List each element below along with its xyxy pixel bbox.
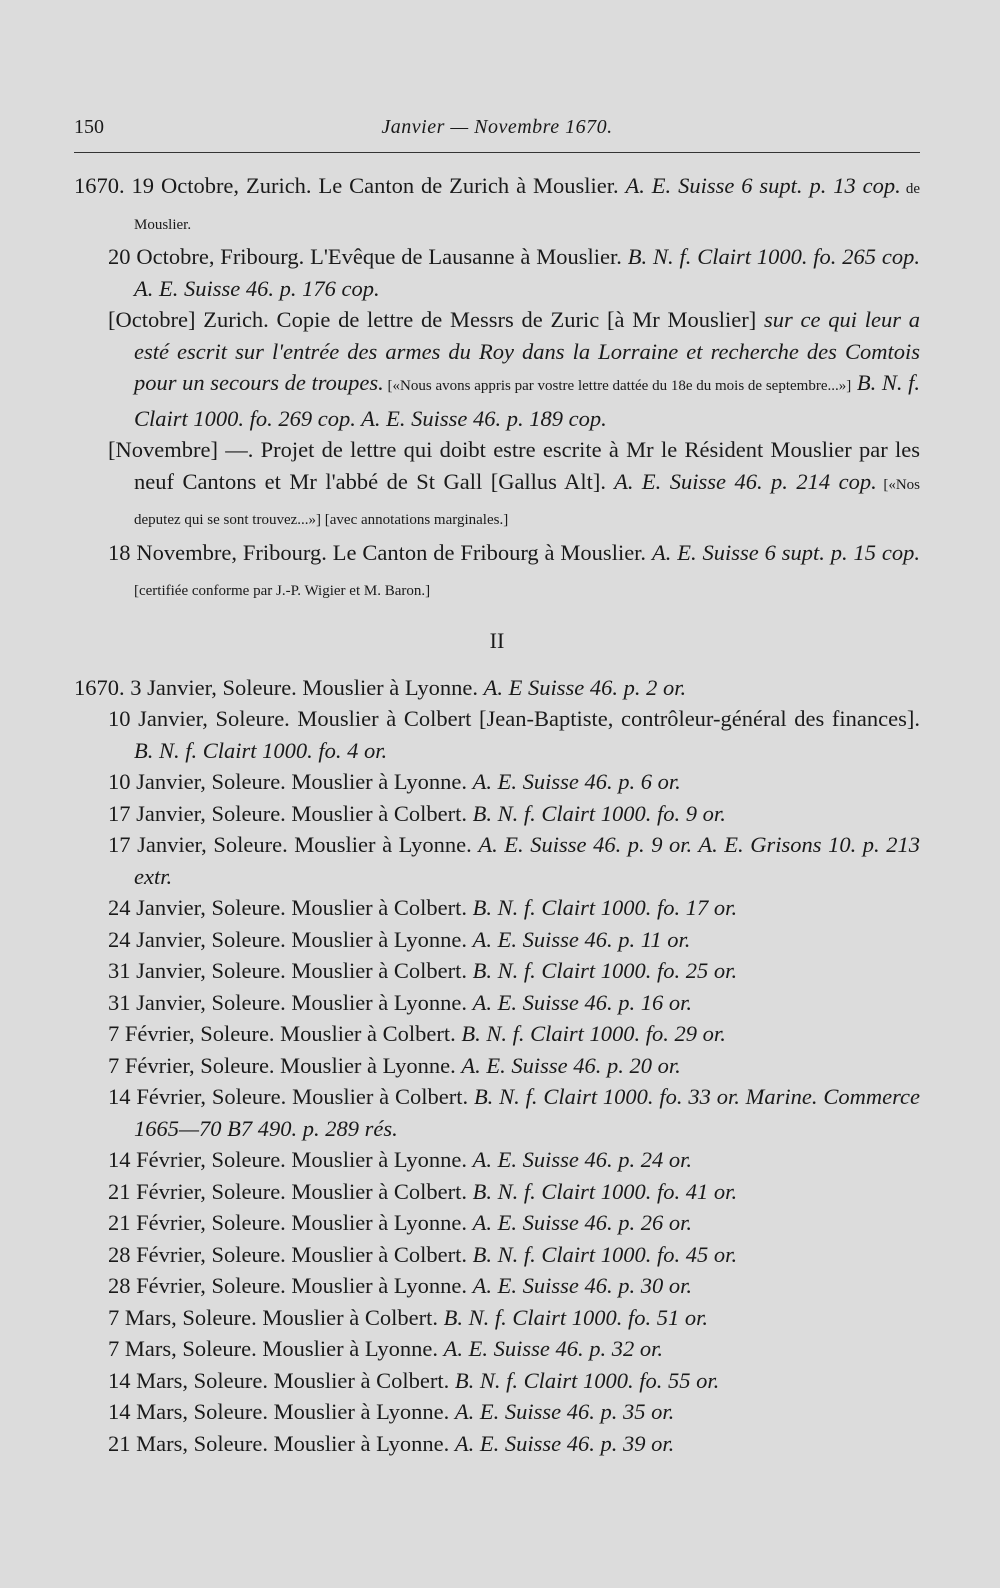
entry-citation: B. N. f. Clairt 1000. fo. 9 or. [472, 800, 726, 826]
entry-text: 17 Janvier, Soleure. Mouslier à Lyonne. [108, 832, 479, 857]
document-entry [74, 924, 920, 956]
entry-citation: A. E. Suisse 46. p. 32 or. [443, 1336, 663, 1361]
entry-citation: B. N. f. Clairt 1000. fo. 25 or. [472, 958, 738, 983]
entry-citation: A. E. Suisse 46. p. 39 or. [454, 1430, 675, 1456]
entry-text: 7 Février, Soleure. Mouslier à Colbert. [108, 1021, 462, 1046]
entry-citation: B. N. f. Clairt 1000. fo. 4 or. [134, 737, 388, 763]
entry-text: 20 Octobre, Fribourg. L'Evêque de Lausanne à Mouslier. [108, 244, 628, 269]
entry-text: 21 Février, Soleure. Mouslier à Lyonne. [108, 1210, 473, 1235]
entry-text: 28 Février, Soleure. Mouslier à Colbert. [108, 1241, 473, 1267]
document-entry [74, 1176, 920, 1208]
document-entry [74, 1050, 920, 1082]
document-entry [74, 1428, 920, 1460]
entry-citation: A. E. Suisse 46. p. 20 or. [461, 1052, 681, 1078]
entry-text: 31 Janvier, Soleure. Mouslier à Colbert. [108, 958, 473, 983]
entry-note: [«Nous avons appris par vostre lettre dattée du 18e du mois de septembre...»] [383, 378, 852, 394]
document-entry [74, 766, 920, 798]
entry-text: 24 Janvier, Soleure. Mouslier à Colbert. [108, 895, 473, 920]
entry-text: 7 Février, Soleure. Mouslier à Lyonne. [108, 1052, 462, 1078]
entry-text: 24 Janvier, Soleure. Mouslier à Lyonne. [108, 926, 473, 952]
document-entry [74, 955, 920, 987]
entry-text: 10 Janvier, Soleure. Mouslier à Lyonne. [108, 769, 473, 794]
document-entry [74, 987, 920, 1019]
entry-citation: B. N. f. Clairt 1000. fo. 55 or. [454, 1367, 720, 1393]
entry-text: 18 Novembre, Fribourg. Le Canton de Fribourg à Mouslier. [108, 539, 652, 565]
entry-citation: B. N. f. Clairt 1000. fo. 33 or. Marine. Commerce 1665—70 B7 490. p. 289 rés. [134, 1084, 921, 1141]
document-entry [74, 1396, 920, 1428]
entry-citation: A. E. Suisse 46. p. 9 or. A. E. Grisons 10. p. 213 extr. [134, 832, 920, 889]
entry-note: de Mouslier. [134, 181, 920, 233]
document-entry [74, 829, 920, 892]
entries-section-1 [74, 170, 920, 608]
document-entry [74, 170, 920, 241]
document-entry [74, 1302, 920, 1334]
entry-citation: A. E. Suisse 46. p. 214 cop. [606, 468, 877, 494]
document-entry [74, 1018, 920, 1050]
entry-citation: A. E. Suisse 46. p. 26 or. [472, 1210, 693, 1235]
entry-citation: A. E. Suisse 46. p. 16 or. [472, 989, 693, 1015]
entry-citation: A. E. Suisse 46. p. 24 or. [472, 1147, 693, 1172]
entry-citation: B. N. f. Clairt 1000. fo. 51 or. [443, 1304, 708, 1330]
entry-text: 1670. 19 Octobre, Zurich. Le Canton de Zurich à Mouslier. [74, 173, 626, 198]
document-entry [74, 1365, 920, 1397]
section-heading: II [489, 627, 505, 653]
document-entry [74, 1081, 920, 1144]
entry-citation: B. N. f. Clairt 1000. fo. 45 or. [472, 1241, 738, 1267]
entry-text: 14 Mars, Soleure. Mouslier à Colbert. [108, 1367, 455, 1393]
entry-note: [certifiée conforme par J.-P. Wigier et M. Baron.] [134, 583, 431, 599]
entry-citation: A. E. Suisse 46. p. 6 or. [472, 769, 681, 794]
document-body [74, 170, 920, 1459]
entry-text: [Octobre] Zurich. Copie de lettre de Messrs de Zuric [à Mr Mouslier] [108, 307, 764, 332]
document-entry [74, 1207, 920, 1239]
entry-text: 14 Février, Soleure. Mouslier à Colbert. [108, 1084, 474, 1109]
document-entry [74, 892, 920, 924]
page-number: 150 [74, 116, 104, 138]
entry-citation: A. E. Suisse 6 supt. p. 13 cop. [625, 173, 901, 198]
document-entry [74, 1239, 920, 1271]
entry-text: 7 Mars, Soleure. Mouslier à Lyonne. [108, 1336, 444, 1361]
entry-citation: sur ce qui leur a esté escrit sur l'entrée des armes du Roy dans la Lorraine et recherche des Comtois pour un secours de troupes. [134, 307, 921, 395]
entry-text: 21 Février, Soleure. Mouslier à Colbert. [108, 1178, 473, 1204]
entry-text: 14 Février, Soleure. Mouslier à Lyonne. [108, 1147, 473, 1172]
entry-note: [«Nos deputez qui se sont trouvez...»] [134, 476, 920, 528]
page-header [74, 116, 920, 150]
header-rule [74, 152, 920, 153]
entry-citation: A. E. Suisse 46. p. 30 or. [472, 1273, 693, 1298]
entry-citation: B. N. f. Clairt 1000. fo. 29 or. [461, 1021, 726, 1046]
entry-text: 1670. 3 Janvier, Soleure. Mouslier à Lyonne. [74, 674, 484, 700]
entry-citation: B. N. f. Clairt 1000. fo. 269 cop. A. E. Suisse 46. p. 189 cop. [134, 370, 920, 431]
document-entry [74, 1333, 920, 1365]
document-entry [74, 304, 920, 434]
entry-citation: A. E Suisse 46. p. 2 or. [483, 674, 687, 700]
entry-text: 31 Janvier, Soleure. Mouslier à Lyonne. [108, 989, 473, 1015]
document-entry [74, 241, 920, 304]
document-entry [74, 1270, 920, 1302]
entry-text: 14 Mars, Soleure. Mouslier à Lyonne. [108, 1399, 455, 1424]
document-entry [74, 798, 920, 830]
entry-text: 17 Janvier, Soleure. Mouslier à Colbert. [108, 800, 473, 826]
entries-section-2 [74, 672, 920, 1460]
document-entry [74, 1144, 920, 1176]
entry-citation: B. N. f. Clairt 1000. fo. 265 cop. A. E. Suisse 46. p. 176 cop. [134, 244, 921, 301]
entry-note: [avec annotations marginales.] [321, 512, 509, 528]
document-entry [74, 672, 920, 704]
entry-citation: B. N. f. Clairt 1000. fo. 41 or. [472, 1178, 738, 1204]
entry-text: [Novembre] —. Projet de lettre qui doibt estre escrite à Mr le Résident Mouslier par les neuf Cantons et Mr l'abbé de St Gall [Gallus Alt]. [108, 437, 920, 494]
entry-citation: B. N. f. Clairt 1000. fo. 17 or. [472, 895, 738, 920]
entry-text: 7 Mars, Soleure. Mouslier à Colbert. [108, 1304, 444, 1330]
running-title: Janvier — Novembre 1670. [381, 116, 613, 138]
entry-text: 10 Janvier, Soleure. Mouslier à Colbert [Jean-Baptiste, contrôleur-général des finances]. [108, 706, 920, 731]
entry-citation: A. E. Suisse 46. p. 11 or. [472, 926, 691, 952]
entry-text: 28 Février, Soleure. Mouslier à Lyonne. [108, 1273, 473, 1298]
document-entry [74, 537, 920, 608]
document-entry [74, 703, 920, 766]
document-entry [74, 434, 920, 537]
entry-citation: A. E. Suisse 46. p. 35 or. [454, 1399, 675, 1424]
entry-text: 21 Mars, Soleure. Mouslier à Lyonne. [108, 1430, 455, 1456]
entry-citation: A. E. Suisse 6 supt. p. 15 cop. [651, 539, 921, 565]
